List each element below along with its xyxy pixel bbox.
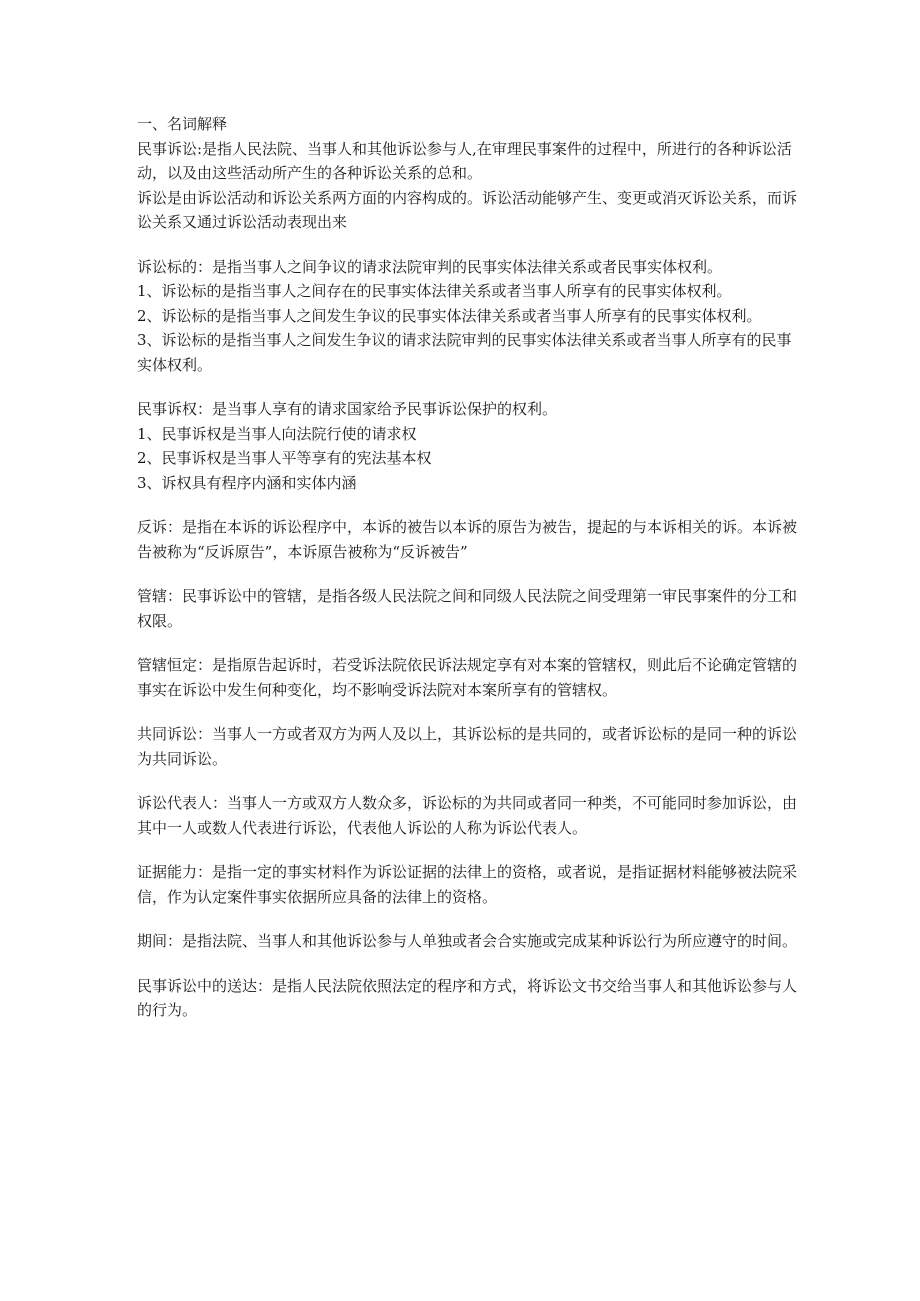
paragraph-line: 3、诉权具有程序内涵和实体内涵 xyxy=(137,473,357,492)
paragraph-line: 1、民事诉权是当事人向法院行使的请求权 xyxy=(137,424,417,443)
definition-list xyxy=(137,137,797,1023)
definition-block xyxy=(137,791,797,840)
paragraph-line: 管辖恒定：是指原告起诉时，若受诉法院依民诉法规定享有对本案的管辖权，则此后不论确定管辖的事实在诉讼中发生何种变化，均不影响受诉法院对本案所享有的管辖权。 xyxy=(137,656,798,699)
definition-block xyxy=(137,722,797,771)
paragraph-line: 证据能力：是指一定的事实材料作为诉讼证据的法律上的资格，或者说，是指证据材料能够被法院采信，作为认定案件事实依据所应具备的法律上的资格。 xyxy=(137,863,798,906)
paragraph-line: 3、诉讼标的是指当事人之间发生争议的请求法院审判的民事实体法律关系或者当事人所享有的民事实体权利。 xyxy=(137,331,792,374)
definition-block xyxy=(137,584,797,633)
paragraph-line: 1、诉讼标的是指当事人之间存在的民事实体法律关系或者当事人所享有的民事实体权利。 xyxy=(137,282,732,300)
paragraph-line: 共同诉讼：当事人一方或者双方为两人及以上，其诉讼标的是共同的，或者诉讼标的是同一种的诉讼为共同诉讼。 xyxy=(137,725,798,768)
document-page xyxy=(137,112,797,1043)
paragraph-line: 反诉：是指在本诉的诉讼程序中，本诉的被告以本诉的原告为被告，提起的与本诉相关的诉。本诉被告被称为“反诉原告”，本诉原告被称为“反诉被告” xyxy=(137,518,798,561)
definition-block xyxy=(137,137,797,235)
paragraph-line: 民事诉讼中的送达：是指人民法院依照法定的程序和方式，将诉讼文书交给当事人和其他诉讼参与人的行为。 xyxy=(137,976,798,1019)
definition-block xyxy=(137,929,797,954)
paragraph-line: 诉讼标的：是指当事人之间争议的请求法院审判的民事实体法律关系或者民事实体权利。 xyxy=(137,257,723,276)
paragraph-line: 2、民事诉权是当事人平等享有的宪法基本权 xyxy=(137,449,432,467)
section-heading: 一、名词解释 xyxy=(137,115,228,133)
paragraph-line: 民事诉权：是当事人享有的请求国家给予民事诉讼保护的权利。 xyxy=(137,400,558,418)
paragraph-line: 管辖：民事诉讼中的管辖，是指各级人民法院之间和同级人民法院之间受理第一审民事案件的分工和权限。 xyxy=(137,587,798,630)
definition-block xyxy=(137,860,797,909)
definition-block xyxy=(137,255,797,378)
paragraph-line: 民事诉讼:是指人民法院、当事人和其他诉讼参与人,在审理民事案件的过程中，所进行的各种诉讼活动，以及由这些活动所产生的各种诉讼关系的总和。 xyxy=(137,139,792,182)
paragraph-line: 2、诉讼标的是指当事人之间发生争议的民事实体法律关系或者当事人所享有的民事实体权利。 xyxy=(137,306,762,325)
definition-block xyxy=(137,974,797,1023)
paragraph-line: 诉讼代表人：当事人一方或双方人数众多，诉讼标的为共同或者同一种类，不可能同时参加诉讼，由其中一人或数人代表进行诉讼，代表他人诉讼的人称为诉讼代表人。 xyxy=(137,794,798,837)
paragraph-line: 诉讼是由诉讼活动和诉讼关系两方面的内容构成的。诉讼活动能够产生、变更或消灭诉讼关系，而诉讼关系又通过诉讼活动表现出来 xyxy=(137,188,798,231)
definition-block xyxy=(137,653,797,702)
paragraph-line: 期间：是指法院、当事人和其他诉讼参与人单独或者会合实施或完成某种诉讼行为所应遵守的时间。 xyxy=(137,932,798,950)
definition-block xyxy=(137,397,797,495)
definition-block xyxy=(137,515,797,564)
